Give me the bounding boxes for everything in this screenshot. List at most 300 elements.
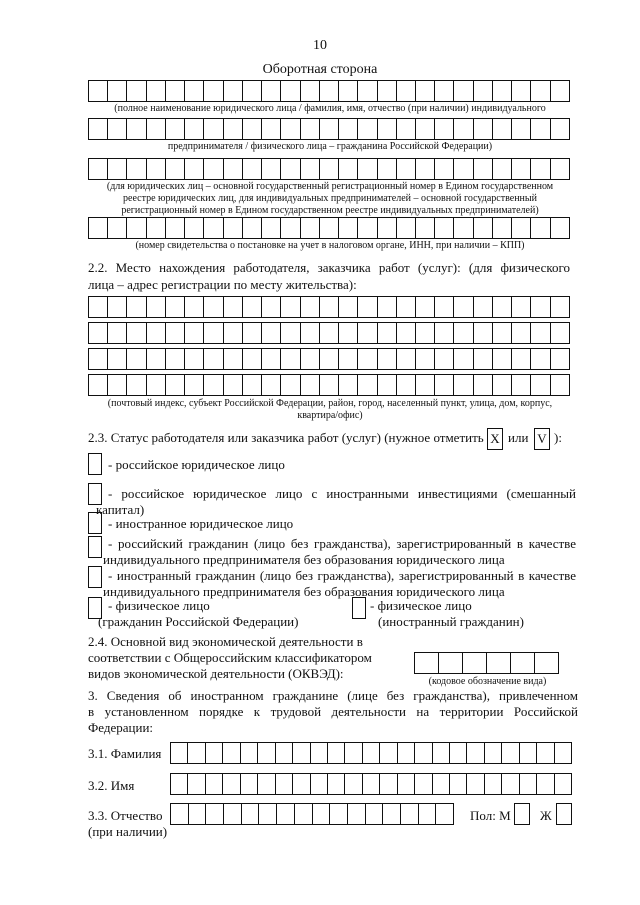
- char-cell[interactable]: [358, 159, 377, 179]
- char-cell[interactable]: [397, 349, 416, 369]
- char-cell[interactable]: [339, 159, 358, 179]
- char-cell[interactable]: [243, 375, 262, 395]
- char-cell[interactable]: [301, 323, 320, 343]
- char-cell[interactable]: [474, 297, 493, 317]
- char-cell[interactable]: [537, 774, 554, 794]
- checkbox-individual-foreign[interactable]: [352, 597, 366, 619]
- char-cell[interactable]: [301, 349, 320, 369]
- char-cell[interactable]: [185, 81, 204, 101]
- char-cell[interactable]: [454, 349, 473, 369]
- char-cell[interactable]: [450, 743, 467, 763]
- char-cell[interactable]: [474, 81, 493, 101]
- char-cell[interactable]: [224, 81, 243, 101]
- char-cell[interactable]: [89, 159, 108, 179]
- char-cell[interactable]: [320, 218, 339, 238]
- char-cell[interactable]: [320, 81, 339, 101]
- char-cell[interactable]: [223, 743, 240, 763]
- char-cell[interactable]: [243, 159, 262, 179]
- char-cell[interactable]: [127, 81, 146, 101]
- char-cell[interactable]: [127, 297, 146, 317]
- char-cell[interactable]: [301, 159, 320, 179]
- char-cell[interactable]: [277, 804, 295, 824]
- char-cell[interactable]: [301, 297, 320, 317]
- char-cell[interactable]: [89, 81, 108, 101]
- char-cell[interactable]: [493, 297, 512, 317]
- char-cell[interactable]: [512, 297, 531, 317]
- char-cell[interactable]: [204, 323, 223, 343]
- address-row-3[interactable]: [88, 348, 570, 370]
- char-cell[interactable]: [531, 375, 550, 395]
- char-cell[interactable]: [243, 349, 262, 369]
- char-cell[interactable]: [127, 349, 146, 369]
- char-cell[interactable]: [415, 774, 432, 794]
- char-cell[interactable]: [416, 159, 435, 179]
- char-cell[interactable]: [262, 119, 281, 139]
- char-cell[interactable]: [127, 375, 146, 395]
- char-cell[interactable]: [339, 218, 358, 238]
- char-cell[interactable]: [108, 375, 127, 395]
- char-cell[interactable]: [320, 159, 339, 179]
- char-cell[interactable]: [493, 349, 512, 369]
- char-cell[interactable]: [301, 119, 320, 139]
- char-cell[interactable]: [435, 349, 454, 369]
- opt-foreign-entrepreneur-line1: - иностранный гражданин (лицо без гражданства), зарегистрированный в качестве: [108, 568, 576, 583]
- char-cell[interactable]: [171, 743, 188, 763]
- char-cell[interactable]: [281, 81, 300, 101]
- char-cell[interactable]: [89, 119, 108, 139]
- char-cell[interactable]: [262, 297, 281, 317]
- char-cell[interactable]: [188, 774, 205, 794]
- char-cell[interactable]: [262, 323, 281, 343]
- char-cell[interactable]: [147, 159, 166, 179]
- char-cell[interactable]: [204, 375, 223, 395]
- char-cell[interactable]: [301, 375, 320, 395]
- char-cell[interactable]: [241, 743, 258, 763]
- char-cell[interactable]: [89, 349, 108, 369]
- char-cell[interactable]: [243, 119, 262, 139]
- char-cell[interactable]: [397, 159, 416, 179]
- char-cell[interactable]: [378, 323, 397, 343]
- char-cell[interactable]: [243, 323, 262, 343]
- char-cell[interactable]: [474, 349, 493, 369]
- char-cell[interactable]: [281, 375, 300, 395]
- char-cell[interactable]: [166, 297, 185, 317]
- char-cell[interactable]: [166, 119, 185, 139]
- name-field[interactable]: [170, 773, 572, 795]
- char-cell[interactable]: [454, 119, 473, 139]
- checkbox-foreign-legal-entity[interactable]: [88, 512, 102, 534]
- char-cell[interactable]: [339, 375, 358, 395]
- char-cell[interactable]: [171, 804, 189, 824]
- char-cell[interactable]: [378, 81, 397, 101]
- char-cell[interactable]: [358, 349, 377, 369]
- char-cell[interactable]: [301, 81, 320, 101]
- char-cell[interactable]: [555, 774, 571, 794]
- char-cell[interactable]: [108, 119, 127, 139]
- char-cell[interactable]: [339, 297, 358, 317]
- char-cell[interactable]: [454, 323, 473, 343]
- char-cell[interactable]: [378, 159, 397, 179]
- char-cell[interactable]: [467, 774, 484, 794]
- section-2-2-line1: 2.2. Место нахождения работодателя, заказчика работ (услуг): (для физического: [88, 260, 570, 275]
- char-cell[interactable]: [454, 81, 473, 101]
- opt-russian-entrepreneur-line1: - российский гражданин (лицо без гражданства), зарегистрированный в качестве: [108, 536, 576, 551]
- char-cell[interactable]: [188, 743, 205, 763]
- char-cell[interactable]: [531, 119, 550, 139]
- surname-field[interactable]: [170, 742, 572, 764]
- char-cell[interactable]: [108, 218, 127, 238]
- gender-female-box[interactable]: [556, 803, 572, 825]
- char-cell[interactable]: [435, 323, 454, 343]
- char-cell[interactable]: [189, 804, 207, 824]
- char-cell[interactable]: [435, 159, 454, 179]
- char-cell[interactable]: [485, 774, 502, 794]
- char-cell[interactable]: [380, 743, 397, 763]
- caption-ogrn-2: реестре юридических лиц, для индивидуальных предпринимателей – основной государственный: [123, 193, 537, 204]
- char-cell[interactable]: [551, 218, 569, 238]
- checkbox-russian-entrepreneur[interactable]: [88, 536, 102, 558]
- okved-code-field[interactable]: [414, 652, 559, 674]
- char-cell[interactable]: [166, 375, 185, 395]
- char-cell[interactable]: [512, 375, 531, 395]
- char-cell[interactable]: [358, 218, 377, 238]
- char-cell[interactable]: [293, 743, 310, 763]
- char-cell[interactable]: [378, 349, 397, 369]
- char-cell[interactable]: [204, 218, 223, 238]
- char-cell[interactable]: [259, 804, 277, 824]
- address-row-4[interactable]: [88, 374, 570, 396]
- char-cell[interactable]: [224, 375, 243, 395]
- char-cell[interactable]: [416, 119, 435, 139]
- char-cell[interactable]: [366, 804, 384, 824]
- char-cell[interactable]: [223, 774, 240, 794]
- char-cell[interactable]: [435, 375, 454, 395]
- char-cell[interactable]: [474, 218, 493, 238]
- char-cell[interactable]: [416, 81, 435, 101]
- char-cell[interactable]: [435, 218, 454, 238]
- char-cell[interactable]: [416, 375, 435, 395]
- char-cell[interactable]: [127, 119, 146, 139]
- char-cell[interactable]: [262, 81, 281, 101]
- char-cell[interactable]: [339, 119, 358, 139]
- char-cell[interactable]: [241, 774, 258, 794]
- char-cell[interactable]: [345, 743, 362, 763]
- char-cell[interactable]: [204, 159, 223, 179]
- char-cell[interactable]: [512, 218, 531, 238]
- char-cell[interactable]: [493, 323, 512, 343]
- char-cell[interactable]: [512, 323, 531, 343]
- char-cell[interactable]: [358, 375, 377, 395]
- char-cell[interactable]: [531, 323, 550, 343]
- char-cell[interactable]: [313, 804, 331, 824]
- char-cell[interactable]: [224, 119, 243, 139]
- char-cell[interactable]: [224, 349, 243, 369]
- char-cell[interactable]: [551, 375, 569, 395]
- char-cell[interactable]: [474, 159, 493, 179]
- char-cell[interactable]: [185, 119, 204, 139]
- char-cell[interactable]: [320, 119, 339, 139]
- char-cell[interactable]: [206, 774, 223, 794]
- char-cell[interactable]: [108, 297, 127, 317]
- char-cell[interactable]: [383, 804, 401, 824]
- char-cell[interactable]: [415, 653, 439, 673]
- checkbox-foreign-entrepreneur[interactable]: [88, 566, 102, 588]
- char-cell[interactable]: [358, 81, 377, 101]
- char-cell[interactable]: [242, 804, 260, 824]
- char-cell[interactable]: [512, 119, 531, 139]
- char-cell[interactable]: [551, 349, 569, 369]
- char-cell[interactable]: [363, 743, 380, 763]
- char-cell[interactable]: [358, 297, 377, 317]
- char-cell[interactable]: [320, 297, 339, 317]
- char-cell[interactable]: [398, 743, 415, 763]
- char-cell[interactable]: [166, 159, 185, 179]
- char-cell[interactable]: [204, 81, 223, 101]
- char-cell[interactable]: [224, 323, 243, 343]
- char-cell[interactable]: [380, 774, 397, 794]
- char-cell[interactable]: [397, 119, 416, 139]
- ogrn-row[interactable]: [88, 158, 570, 180]
- char-cell[interactable]: [243, 218, 262, 238]
- char-cell[interactable]: [276, 743, 293, 763]
- char-cell[interactable]: [204, 297, 223, 317]
- inn-row[interactable]: [88, 217, 570, 239]
- char-cell[interactable]: [435, 297, 454, 317]
- char-cell[interactable]: [147, 375, 166, 395]
- char-cell[interactable]: [262, 159, 281, 179]
- char-cell[interactable]: [474, 323, 493, 343]
- char-cell[interactable]: [185, 297, 204, 317]
- char-cell[interactable]: [262, 375, 281, 395]
- char-cell[interactable]: [454, 375, 473, 395]
- char-cell[interactable]: [435, 81, 454, 101]
- char-cell[interactable]: [551, 323, 569, 343]
- char-cell[interactable]: [171, 774, 188, 794]
- char-cell[interactable]: [127, 323, 146, 343]
- char-cell[interactable]: [433, 743, 450, 763]
- char-cell[interactable]: [487, 653, 511, 673]
- char-cell[interactable]: [454, 297, 473, 317]
- char-cell[interactable]: [166, 349, 185, 369]
- char-cell[interactable]: [166, 81, 185, 101]
- char-cell[interactable]: [127, 218, 146, 238]
- char-cell[interactable]: [531, 218, 550, 238]
- char-cell[interactable]: [535, 653, 558, 673]
- char-cell[interactable]: [320, 349, 339, 369]
- char-cell[interactable]: [555, 743, 571, 763]
- char-cell[interactable]: [531, 349, 550, 369]
- char-cell[interactable]: [258, 774, 275, 794]
- char-cell[interactable]: [416, 297, 435, 317]
- char-cell[interactable]: [493, 375, 512, 395]
- org-name-row-2[interactable]: [88, 118, 570, 140]
- caption-inn: (номер свидетельства о постановке на учет в налоговом органе, ИНН, при наличии – КПП): [135, 240, 525, 251]
- org-name-row-1[interactable]: [88, 80, 570, 102]
- char-cell[interactable]: [339, 349, 358, 369]
- char-cell[interactable]: [206, 804, 224, 824]
- checkbox-russian-legal-entity[interactable]: [88, 453, 102, 475]
- surname-label: 3.1. Фамилия: [88, 746, 162, 761]
- char-cell[interactable]: [551, 81, 569, 101]
- caption-name-2: предпринимателя / физического лица – гражданина Российской Федерации): [167, 141, 493, 152]
- address-row-1[interactable]: [88, 296, 570, 318]
- char-cell[interactable]: [224, 218, 243, 238]
- char-cell[interactable]: [281, 159, 300, 179]
- char-cell[interactable]: [502, 774, 519, 794]
- char-cell[interactable]: [531, 159, 550, 179]
- char-cell[interactable]: [454, 159, 473, 179]
- char-cell[interactable]: [147, 349, 166, 369]
- char-cell[interactable]: [224, 297, 243, 317]
- char-cell[interactable]: [224, 804, 242, 824]
- char-cell[interactable]: [147, 81, 166, 101]
- char-cell[interactable]: [512, 81, 531, 101]
- caption-ogrn-3: регистрационный номер в Едином государственном реестре индивидуальных предпринимателей): [121, 205, 539, 216]
- char-cell[interactable]: [276, 774, 293, 794]
- char-cell[interactable]: [293, 774, 310, 794]
- char-cell[interactable]: [493, 218, 512, 238]
- char-cell[interactable]: [339, 81, 358, 101]
- char-cell[interactable]: [243, 297, 262, 317]
- char-cell[interactable]: [378, 375, 397, 395]
- char-cell[interactable]: [147, 119, 166, 139]
- char-cell[interactable]: [397, 218, 416, 238]
- char-cell[interactable]: [520, 774, 537, 794]
- char-cell[interactable]: [127, 159, 146, 179]
- char-cell[interactable]: [345, 774, 362, 794]
- char-cell[interactable]: [108, 159, 127, 179]
- char-cell[interactable]: [204, 119, 223, 139]
- char-cell[interactable]: [185, 323, 204, 343]
- char-cell[interactable]: [415, 743, 432, 763]
- char-cell[interactable]: [262, 218, 281, 238]
- char-cell[interactable]: [281, 119, 300, 139]
- char-cell[interactable]: [493, 119, 512, 139]
- char-cell[interactable]: [224, 159, 243, 179]
- char-cell[interactable]: [551, 297, 569, 317]
- char-cell[interactable]: [243, 81, 262, 101]
- char-cell[interactable]: [551, 159, 569, 179]
- char-cell[interactable]: [281, 218, 300, 238]
- char-cell[interactable]: [301, 218, 320, 238]
- char-cell[interactable]: [89, 323, 108, 343]
- gender-male-box[interactable]: [514, 803, 530, 825]
- char-cell[interactable]: [474, 375, 493, 395]
- char-cell[interactable]: [108, 323, 127, 343]
- char-cell[interactable]: [531, 297, 550, 317]
- char-cell[interactable]: [295, 804, 313, 824]
- char-cell[interactable]: [281, 297, 300, 317]
- char-cell[interactable]: [493, 81, 512, 101]
- char-cell[interactable]: [511, 653, 535, 673]
- char-cell[interactable]: [397, 297, 416, 317]
- char-cell[interactable]: [206, 743, 223, 763]
- char-cell[interactable]: [520, 743, 537, 763]
- char-cell[interactable]: [512, 159, 531, 179]
- patronymic-field[interactable]: [170, 803, 454, 825]
- char-cell[interactable]: [512, 349, 531, 369]
- char-cell[interactable]: [108, 81, 127, 101]
- char-cell[interactable]: [433, 774, 450, 794]
- char-cell[interactable]: [262, 349, 281, 369]
- char-cell[interactable]: [339, 323, 358, 343]
- char-cell[interactable]: [397, 323, 416, 343]
- char-cell[interactable]: [320, 323, 339, 343]
- char-cell[interactable]: [467, 743, 484, 763]
- char-cell[interactable]: [397, 81, 416, 101]
- char-cell[interactable]: [416, 323, 435, 343]
- char-cell[interactable]: [281, 323, 300, 343]
- char-cell[interactable]: [281, 349, 300, 369]
- char-cell[interactable]: [166, 323, 185, 343]
- char-cell[interactable]: [185, 218, 204, 238]
- char-cell[interactable]: [435, 119, 454, 139]
- char-cell[interactable]: [398, 774, 415, 794]
- caption-address-2: квартира/офис): [297, 410, 363, 421]
- char-cell[interactable]: [320, 375, 339, 395]
- char-cell[interactable]: [204, 349, 223, 369]
- char-cell[interactable]: [537, 743, 554, 763]
- char-cell[interactable]: [551, 119, 569, 139]
- address-row-2[interactable]: [88, 322, 570, 344]
- char-cell[interactable]: [358, 323, 377, 343]
- char-cell[interactable]: [450, 774, 467, 794]
- char-cell[interactable]: [89, 375, 108, 395]
- char-cell[interactable]: [419, 804, 437, 824]
- char-cell[interactable]: [328, 743, 345, 763]
- char-cell[interactable]: [330, 804, 348, 824]
- char-cell[interactable]: [258, 743, 275, 763]
- char-cell[interactable]: [108, 349, 127, 369]
- char-cell[interactable]: [89, 297, 108, 317]
- char-cell[interactable]: [474, 119, 493, 139]
- char-cell[interactable]: [358, 119, 377, 139]
- caption-ogrn-1: (для юридических лиц – основной государственный регистрационный номер в Едином государственном: [106, 181, 554, 192]
- char-cell[interactable]: [463, 653, 487, 673]
- char-cell[interactable]: [147, 218, 166, 238]
- char-cell[interactable]: [311, 774, 328, 794]
- patronymic-note: (при наличии): [88, 824, 168, 839]
- char-cell[interactable]: [401, 804, 419, 824]
- char-cell[interactable]: [397, 375, 416, 395]
- char-cell[interactable]: [363, 774, 380, 794]
- char-cell[interactable]: [493, 159, 512, 179]
- char-cell[interactable]: [89, 218, 108, 238]
- char-cell[interactable]: [166, 218, 185, 238]
- char-cell[interactable]: [485, 743, 502, 763]
- char-cell[interactable]: [531, 81, 550, 101]
- char-cell[interactable]: [185, 375, 204, 395]
- char-cell[interactable]: [378, 297, 397, 317]
- char-cell[interactable]: [378, 119, 397, 139]
- page-number: 10: [313, 38, 327, 53]
- char-cell[interactable]: [416, 218, 435, 238]
- char-cell[interactable]: [378, 218, 397, 238]
- char-cell[interactable]: [348, 804, 366, 824]
- char-cell[interactable]: [147, 297, 166, 317]
- char-cell[interactable]: [147, 323, 166, 343]
- char-cell[interactable]: [185, 349, 204, 369]
- char-cell[interactable]: [502, 743, 519, 763]
- char-cell[interactable]: [439, 653, 463, 673]
- char-cell[interactable]: [436, 804, 453, 824]
- section-2-4-line3: видов экономической деятельности (ОКВЭД):: [88, 666, 344, 681]
- char-cell[interactable]: [416, 349, 435, 369]
- char-cell[interactable]: [328, 774, 345, 794]
- char-cell[interactable]: [454, 218, 473, 238]
- char-cell[interactable]: [185, 159, 204, 179]
- char-cell[interactable]: [311, 743, 328, 763]
